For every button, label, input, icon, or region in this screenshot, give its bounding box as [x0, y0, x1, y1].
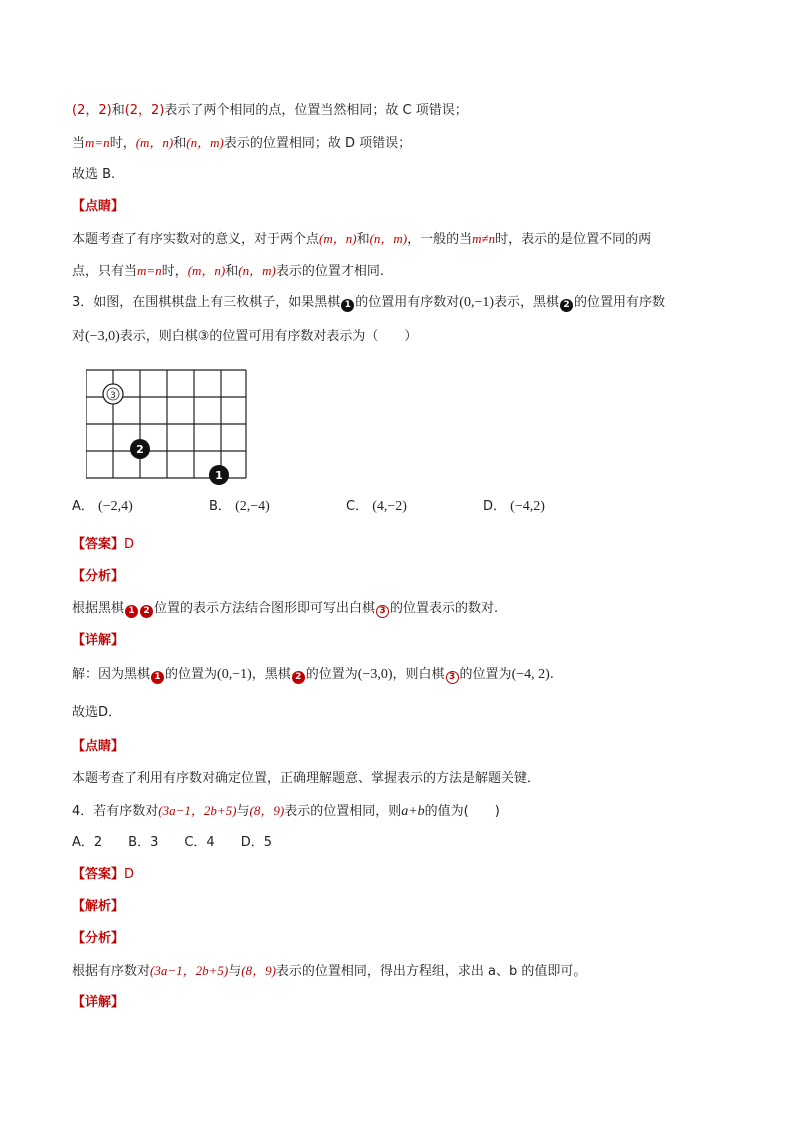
white-stone-label: 3	[110, 391, 116, 401]
q3-option-d: D． (−4,2)	[483, 499, 545, 514]
white-stone-3-icon: 3	[446, 671, 459, 684]
q2-comment-line-2: 点，只有当m=n时，(m，n)和(n，m)表示的位置才相同.	[72, 263, 384, 279]
q3-detail-heading: 【详解】	[72, 633, 125, 648]
white-stone-3-icon: 3	[376, 605, 389, 618]
black-stone-2-icon: 2	[292, 671, 305, 684]
q3-comment-heading: 【点睛】	[72, 739, 125, 754]
black-stone-a-label: 2	[136, 443, 144, 456]
q4-stem: 4．若有序数对(3a−1，2b+5)与(8，9)表示的位置相同，则a+b的值为( )	[72, 803, 500, 819]
q3-comment: 本题考查了利用有序数对确定位置，正确理解题意、掌握表示的方法是解题关键．	[72, 771, 541, 786]
continuation-line-2: 当m=n时，(m，n)和(n，m)表示的位置相同；故 D 项错误；	[72, 135, 412, 151]
black-stone-b-label: 1	[215, 469, 223, 482]
q3-analysis-heading: 【分析】	[72, 569, 125, 584]
q3-stem-line-2: 对(−3,0)表示，则白棋③的位置可用有序数对表示为（ ）	[72, 329, 418, 344]
q3-option-b: B． (2,−4)	[209, 499, 270, 514]
continuation-line-3: 故选 B.	[72, 167, 116, 182]
q2-comment-line-1: 本题考查了有序实数对的意义，对于两个点(m，n)和(n，m)，一般的当m≠n时，表示的是位置不同的两	[72, 231, 652, 247]
q4-options: A．2 B．3 C．4 D．5	[72, 835, 272, 850]
q4-detail-heading: 【详解】	[72, 995, 125, 1010]
q3-stem-line-1: 3．如图，在围棋棋盘上有三枚棋子，如果黑棋 1 的位置用有序数对(0,−1)表示，黑棋 2 的位置用有序数	[72, 295, 666, 310]
black-stone-2-icon: 2	[560, 299, 573, 312]
q3-analysis: 根据黑棋 1 2 位置的表示方法结合图形即可写出白棋 3 的位置表示的数对.	[72, 601, 499, 616]
black-stone-1-icon: 1	[125, 605, 138, 618]
go-board-figure	[86, 368, 248, 486]
q2-comment-heading: 【点睛】	[72, 199, 125, 214]
black-stone-2-icon: 2	[140, 605, 153, 618]
q4-solution-heading: 【解析】	[72, 899, 125, 914]
q3-detail: 解：因为黑棋 1 的位置为(0,−1)，黑棋 2 的位置为(−3,0)，则白棋 3 的位置为(−4, 2).	[72, 667, 554, 682]
black-stone-1-icon: 1	[341, 299, 354, 312]
q4-analysis-heading: 【分析】	[72, 931, 125, 946]
continuation-line-1: (2，2)和(2，2)表示了两个相同的点，位置当然相同；故 C 项错误；	[72, 103, 468, 118]
q4-answer: 【答案】D	[72, 867, 135, 882]
q3-conclusion: 故选D．	[72, 705, 122, 720]
q3-answer: 【答案】D	[72, 537, 135, 552]
q3-option-c: C． (4,−2)	[346, 499, 407, 514]
q4-analysis: 根据有序数对(3a−1，2b+5)与(8，9)表示的位置相同，得出方程组，求出 a、b 的值即可。	[72, 963, 587, 979]
black-stone-1-icon: 1	[151, 671, 164, 684]
q3-option-a: A． (−2,4)	[72, 499, 133, 514]
